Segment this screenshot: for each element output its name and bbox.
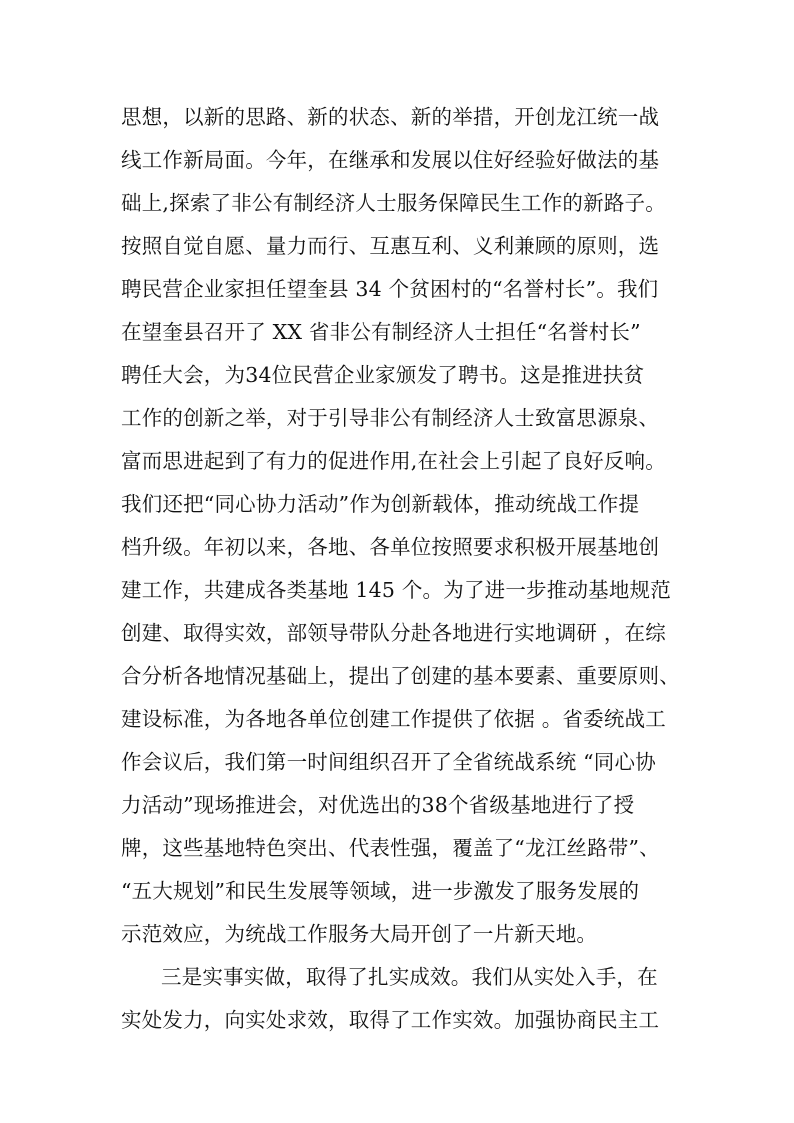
body-text-line: 实处发力，向实处求效，取得了工作实效。加强协商民主工 — [121, 1008, 660, 1032]
body-text-line: 建工作，共建成各类基地 145 个。为了进一步推动基地规范 — [121, 578, 671, 602]
body-text-line: 示范效应，为统战工作服务大局开创了一片新天地。 — [121, 922, 598, 946]
body-text-line: 建设标准，为各地各单位创建工作提供了依据 。省委统战工 — [121, 707, 666, 731]
body-text-line: 思想，以新的思路、新的状态、新的举措，开创龙江统一战 — [121, 105, 660, 129]
body-text-line: 线工作新局面。今年，在继承和发展以住好经验好做法的基 — [121, 148, 660, 172]
body-text-line: 合分析各地情况基础上，提出了创建的基本要素、重要原则、 — [121, 664, 680, 688]
body-text-line: 按照自觉自愿、量力而行、互惠互利、义利兼顾的原则，选 — [121, 234, 660, 258]
body-text-line: 聘任大会，为34位民营企业家颁发了聘书。这是推进扶贫 — [121, 363, 645, 387]
body-text-line: 富而思进起到了有力的促进作用,在社会上引起了良好反响。 — [121, 449, 666, 473]
body-text-line: 档升级。年初以来，各地、各单位按照要求积极开展基地创 — [121, 535, 660, 559]
body-text-line: 作会议后，我们第一时间组织召开了全省统战系统 “同心协 — [121, 750, 656, 774]
body-text-line: 牌，这些基地特色突出、代表性强，覆盖了“龙江丝路带”、 — [121, 836, 660, 860]
body-text-line: 工作的创新之举，对于引导非公有制经济人士致富思源泉、 — [121, 406, 660, 430]
body-text-line: “五大规划”和民生发展等领域，进一步激发了服务发展的 — [121, 879, 640, 903]
paragraph-start-line: 三是实事实做，取得了扎实成效。我们从实处入手，在 — [161, 965, 658, 989]
body-text-line: 础上,探索了非公有制经济人士服务保障民生工作的新路子。 — [121, 191, 666, 215]
body-text-line: 聘民营企业家担任望奎县 34 个贫困村的“名誉村长”。我们 — [121, 277, 659, 301]
body-text-line: 在望奎县召开了 XX 省非公有制经济人士担任“名誉村长” — [121, 320, 641, 344]
body-text-line: 力活动”现场推进会，对优选出的38个省级基地进行了授 — [121, 793, 635, 817]
body-text-line: 创建、取得实效，部领导带队分赴各地进行实地调研 ，在综 — [121, 621, 666, 645]
body-text-line: 我们还把“同心协力活动”作为创新载体，推动统战工作提 — [121, 492, 640, 516]
